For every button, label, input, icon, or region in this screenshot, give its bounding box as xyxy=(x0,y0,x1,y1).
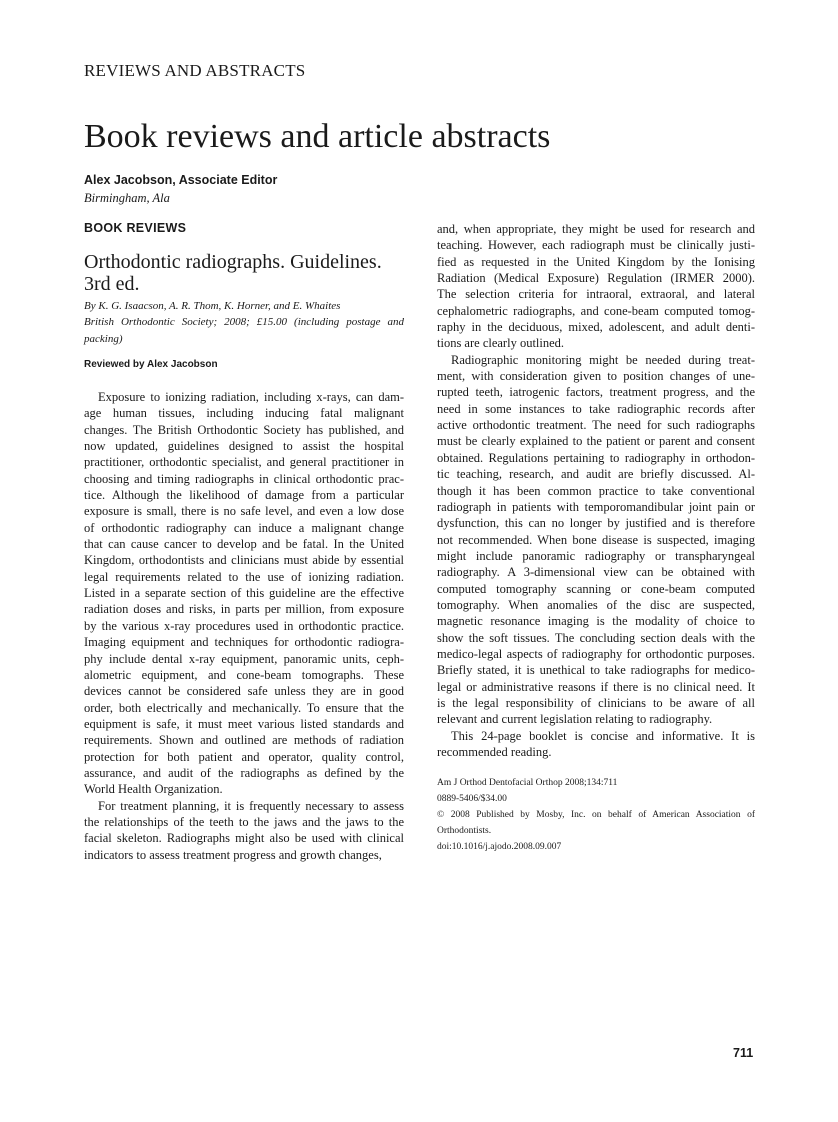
paragraph-line: indicators to assess treatment progress and growth changes, xyxy=(84,847,382,862)
book-title-line: 3rd ed. xyxy=(84,273,140,295)
paragraph-line: Briefly stated, it is unethical to take radiographs for medico- xyxy=(437,663,755,678)
paragraph-line: tic teaching, research, and audit are briefly discussed. Al- xyxy=(437,467,755,482)
paragraph-line: World Health Organization. xyxy=(84,782,223,797)
paragraph-line: This 24-page booklet is concise and informative. It is xyxy=(451,728,755,743)
paragraph-line: protection for both patient and operator, quality control, xyxy=(84,749,404,764)
editor-name: Alex Jacobson, Associate Editor xyxy=(84,173,278,187)
paragraph-line: practitioner, orthodontic specialist, and general practitioner in xyxy=(84,455,404,470)
paragraph-line: show the soft tissues. The concluding section deals with the xyxy=(437,630,755,645)
copyright: © 2008 Published by Mosby, Inc. on behalf of American Association of xyxy=(437,810,755,820)
paragraph-line: cephalometric radiographs, and cone-beam computed tomog- xyxy=(437,303,755,318)
paragraph-line: rupted teeth, iatrogenic factors, treatment progress, and the xyxy=(437,385,755,400)
citation: Am J Orthod Dentofacial Orthop 2008;134:711 xyxy=(437,778,618,788)
page-title: Book reviews and article abstracts xyxy=(84,118,551,155)
paragraph-line: requirements. Shown and outlined are methods of radiation xyxy=(84,733,404,748)
section-header: REVIEWS AND ABSTRACTS xyxy=(84,61,306,80)
issn: 0889-5406/$34.00 xyxy=(437,794,507,804)
book-title xyxy=(84,251,404,295)
paragraph-line: and, when appropriate, they might be used for research and xyxy=(437,222,755,236)
paragraph xyxy=(437,352,755,728)
paragraph-line: recommended reading. xyxy=(437,745,552,759)
paragraph-line: The selection criteria for intraoral, extraoral, and lateral xyxy=(437,287,755,302)
article-footer xyxy=(437,775,755,855)
book-byline xyxy=(84,298,404,347)
paragraph-line: raphy in the deciduous, mixed, adolescent, and adult denti- xyxy=(437,320,755,335)
paragraph-line: relevant and current legislation relating to radiography. xyxy=(437,712,713,727)
right-column xyxy=(437,221,755,760)
paragraph-line: legal requirements related to the use of ionizing radiation. xyxy=(84,569,404,584)
paragraph xyxy=(84,389,404,798)
paragraph-line: teaching. However, each radiograph must be clinically justi- xyxy=(437,238,755,253)
paragraph-line: Radiographic monitoring might be needed during treat- xyxy=(451,352,755,367)
paragraph-line: legal or administrative reasons if there is no clinical need. It xyxy=(437,679,755,694)
byline-authors: By K. G. Isaacson, A. R. Thom, K. Horner, and E. Whaites xyxy=(84,300,341,312)
paragraph-line: though it has been common practice to take conventional xyxy=(437,483,755,498)
paragraph-line: that can cause cancer to develop and be fatal. In the United xyxy=(84,537,404,552)
paragraph-line: radiography. A 3-dimensional view can be obtained with xyxy=(437,565,755,580)
doi-link[interactable]: doi:10.1016/j.ajodo.2008.09.007 xyxy=(437,842,562,852)
paragraph xyxy=(437,728,755,761)
paragraph-line: Kingdom, orthodontists and clinicians must abide by essential xyxy=(84,553,404,568)
page-number: 711 xyxy=(733,1046,754,1060)
paragraph-line: fied as requested in the United Kingdom by the Ionising xyxy=(437,254,755,269)
paragraph-line: tice. Although the likelihood of damage from a particular xyxy=(84,488,404,503)
paragraph-line: alometric equipment, and cone-beam tomographs. These xyxy=(84,667,404,682)
paragraph-line: choosing and timing radiographs in clinical orthodontic prac- xyxy=(84,471,404,486)
paragraph-line: order, both electrically and mechanically. To ensure that the xyxy=(84,700,404,715)
paragraph-line: Radiation (Medical Exposure) Regulation (IRMER 2000). xyxy=(437,271,755,286)
paragraph-line: radiograph in patients with temporomandibular joint pain or xyxy=(437,499,755,514)
editor-location: Birmingham, Ala xyxy=(84,191,170,205)
paragraph-line: age human tissues, including inducing fatal malignant xyxy=(84,406,404,421)
paragraph xyxy=(84,798,404,863)
paragraph-line: tions are clearly outlined. xyxy=(437,336,565,351)
paragraph-line: Imaging equipment and techniques for orthodontic radiogra- xyxy=(84,635,404,650)
paragraph-line: the relationships of the teeth to the jaws and the jaws to the xyxy=(84,814,404,829)
paragraph-line: changes. The British Orthodontic Society has published, and xyxy=(84,422,404,437)
paragraph-line: medico-legal aspects of radiography for orthodontic purposes. xyxy=(437,646,755,661)
book-title-line: Orthodontic radiographs. Guidelines. xyxy=(84,251,382,273)
paragraph xyxy=(437,221,755,352)
paragraph-line: tomography. When anomalies of the disc are suspected, xyxy=(437,597,755,612)
paragraph-line: phy include dental x-ray equipment, panoramic units, ceph- xyxy=(84,651,404,666)
byline-publisher-cont: packing) xyxy=(84,332,123,345)
paragraph-line: dysfunction, this can no longer by justified and is therefore xyxy=(437,516,755,531)
paragraph-line: magnetic resonance imaging is the modality of choice to xyxy=(437,614,755,629)
paragraph-line: by the various x-ray procedures used in orthodontic practice. xyxy=(84,618,404,633)
reviewer: Reviewed by Alex Jacobson xyxy=(84,359,218,370)
paragraph-line: might include panoramic radiography or transpharyngeal xyxy=(437,548,755,563)
paragraph-line: obtained. Regulations pertaining to radiography in orthodon- xyxy=(437,450,755,465)
paragraph-line: not recommended. When bone disease is suspected, imaging xyxy=(437,532,755,547)
paragraph-line: of orthodontic radiography can induce a malignant change xyxy=(84,520,404,535)
paragraph-line: must be clearly explained to the patient or parent and consent xyxy=(437,434,755,449)
paragraph-line: exposure is small, there is no safe level, and even a low dose xyxy=(84,504,404,519)
paragraph-line: active orthodontic treatment. The need for such radiographs xyxy=(437,418,755,433)
section-label: BOOK REVIEWS xyxy=(84,221,187,235)
paragraph-line: is the legal responsibility of clinicians to be aware of all xyxy=(437,695,755,710)
paragraph-line: For treatment planning, it is frequently necessary to assess xyxy=(98,798,404,813)
paragraph-line: Listed in a separate section of this guideline are the effective xyxy=(84,586,404,601)
copyright-cont: Orthodontists. xyxy=(437,826,492,836)
paragraph-line: devices cannot be considered safe unless they are in good xyxy=(84,684,404,699)
paragraph-line: facial skeleton. Radiographs might also be used with clinical xyxy=(84,831,404,846)
paragraph-line: equipment is safe, it must meet various listed standards and xyxy=(84,716,404,731)
paragraph-line: assurance, and audit of the radiographs as defined by the xyxy=(84,765,404,780)
left-column xyxy=(84,389,404,863)
paragraph-line: need in some instances to take radiographic records after xyxy=(437,401,755,416)
paragraph-line: Exposure to ionizing radiation, including x-rays, can dam- xyxy=(98,390,404,404)
byline-publisher: British Orthodontic Society; 2008; £15.00 (including postage and xyxy=(84,316,404,329)
paragraph-line: computed tomography scanning or cone-beam computed xyxy=(437,581,755,596)
paragraph-line: now updated, guidelines designed to assist the hospital xyxy=(84,439,404,454)
paragraph-line: radiation doses and risks, in parts per million, from exposure xyxy=(84,602,404,617)
paragraph-line: ment, with consideration given to position changes of une- xyxy=(437,369,755,384)
